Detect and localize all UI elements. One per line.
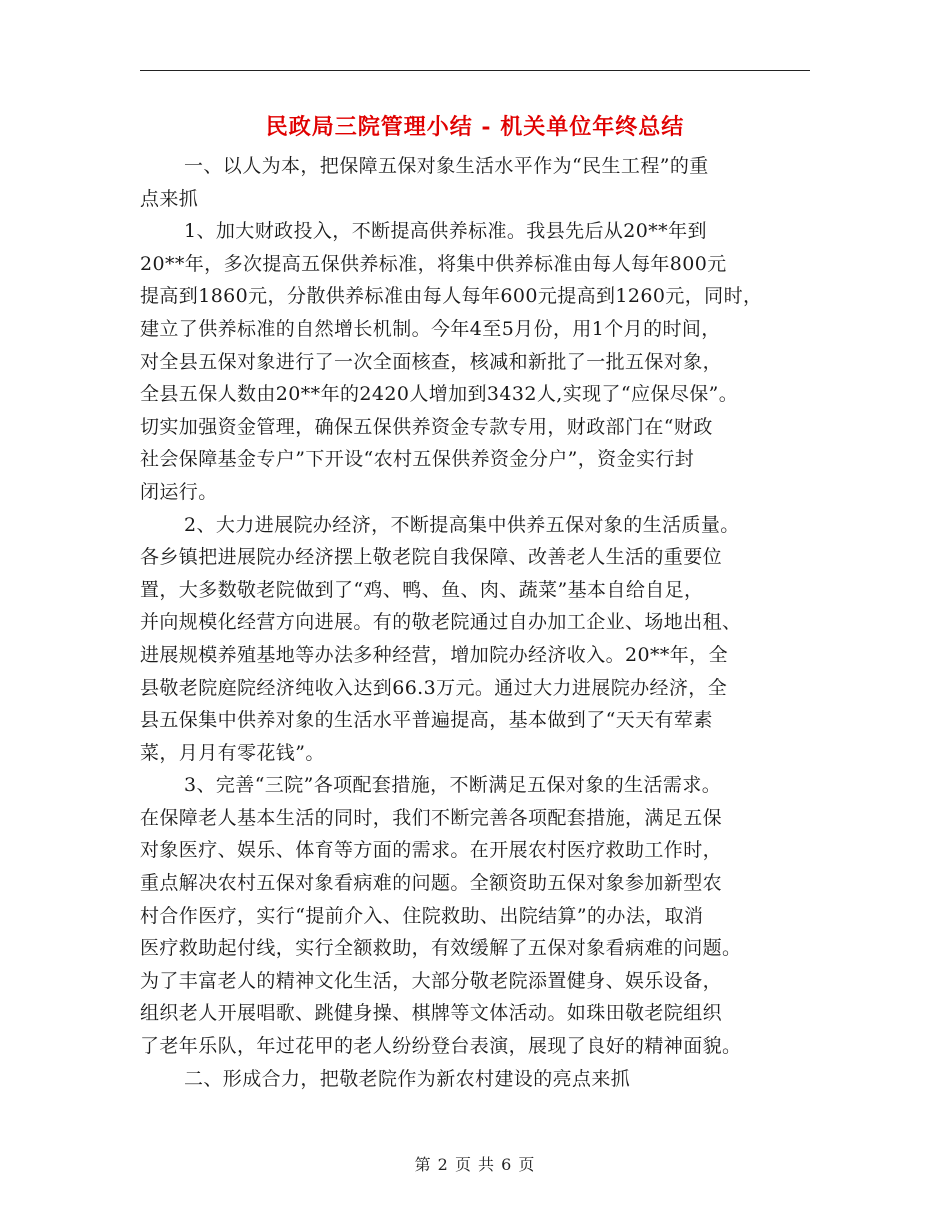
page-number-footer: 第 2 页 共 6 页 xyxy=(414,1155,536,1174)
body-line: 一、以人为本，把保障五保对象生活水平作为“民生工程”的重 xyxy=(184,155,709,177)
body-line: 村合作医疗，实行“提前介入、住院救助、出院结算”的办法，取消 xyxy=(140,904,704,927)
body-line: 菜，月月有零花钱”。 xyxy=(140,741,325,764)
document-body xyxy=(140,150,820,1095)
body-line: 进展规模养殖基地等办法多种经营，增加院办经济收入。20**年，全 xyxy=(140,643,728,666)
body-line: 建立了供养标准的自然增长机制。今年4至5月份，用1个月的时间， xyxy=(140,317,721,340)
document-title: 民政局三院管理小结 - 机关单位年终总结 xyxy=(265,114,685,140)
body-line: 并向规模化经营方向进展。有的敬老院通过自办加工企业、场地出租、 xyxy=(140,611,742,634)
body-line: 20**年，多次提高五保供养标准，将集中供养标准由每人每年800元 xyxy=(140,252,727,275)
body-line: 全县五保人数由20**年的2420人增加到3432人,实现了“应保尽保”。 xyxy=(140,383,739,406)
body-line: 县五保集中供养对象的生活水平普遍提高，基本做到了“天天有荤素 xyxy=(140,709,713,732)
body-line: 各乡镇把进展院办经济摆上敬老院自我保障、改善老人生活的重要位 xyxy=(140,546,723,569)
body-line: 社会保障基金专户”下开设“农村五保供养资金分户”，资金实行封 xyxy=(140,448,695,471)
body-line: 在保障老人基本生活的同时，我们不断完善各项配套措施，满足五保 xyxy=(140,806,723,829)
body-line: 了老年乐队，年过花甲的老人纷纷登台表演，展现了良好的精神面貌。 xyxy=(140,1035,742,1058)
body-line: 3、完善“三院”各项配套措施，不断满足五保对象的生活需求。 xyxy=(184,774,722,797)
body-line: 重点解决农村五保对象看病难的问题。全额资助五保对象参加新型农 xyxy=(140,872,723,895)
body-line: 1、加大财政投入，不断提高供养标准。我县先后从20**年到 xyxy=(184,220,707,243)
body-line: 为了丰富老人的精神文化生活，大部分敬老院添置健身、娱乐设备， xyxy=(140,969,723,992)
body-line: 对象医疗、娱乐、体育等方面的需求。在开展农村医疗救助工作时， xyxy=(140,839,723,862)
body-line: 二、形成合力，把敬老院作为新农村建设的亮点来抓 xyxy=(184,1067,631,1090)
body-line: 组织老人开展唱歌、跳健身操、棋牌等文体活动。如珠田敬老院组织 xyxy=(140,1002,723,1025)
body-line: 医疗救助起付线，实行全额救助，有效缓解了五保对象看病难的问题。 xyxy=(140,937,742,960)
body-line: 县敬老院庭院经济纯收入达到66.3万元。通过大力进展院办经济，全 xyxy=(140,676,728,699)
body-line: 切实加强资金管理，确保五保供养资金专款专用，财政部门在“财政 xyxy=(140,415,713,438)
header-rule xyxy=(140,70,810,71)
body-line: 提高到1860元，分散供养标准由每人每年600元提高到1260元，同时， xyxy=(140,285,763,308)
body-line: 置，大多数敬老院做到了“鸡、鸭、鱼、肉、蔬菜”基本自给自足， xyxy=(140,578,704,601)
body-line: 2、大力进展院办经济，不断提高集中供养五保对象的生活质量。 xyxy=(184,513,740,536)
body-line: 对全县五保对象进行了一次全面核查，核减和新批了一批五保对象， xyxy=(140,350,723,373)
body-line: 点来抓 xyxy=(140,187,199,210)
body-line: 闭运行。 xyxy=(140,480,218,503)
